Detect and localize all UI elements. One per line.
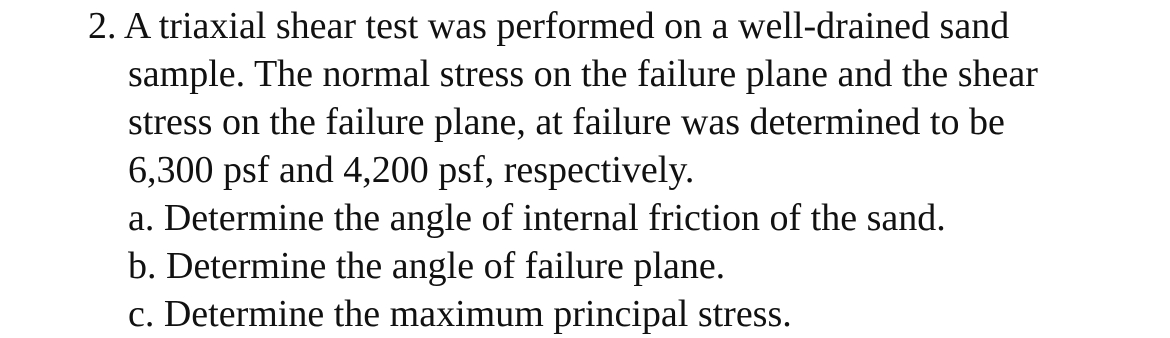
part-c: c. Determine the maximum principal stress. <box>128 293 792 335</box>
problem-line-1: 2. A triaxial shear test was performed on a well-drained sand <box>88 5 1010 47</box>
problem-line-3: stress on the failure plane, at failure was determined to be <box>128 101 1005 143</box>
problem-line-2: sample. The normal stress on the failure plane and the shear <box>128 53 1038 95</box>
problem-line-4: 6,300 psf and 4,200 psf, respectively. <box>128 149 695 191</box>
part-b: b. Determine the angle of failure plane. <box>128 245 726 287</box>
problem-statement <box>88 0 1148 338</box>
part-a: a. Determine the angle of internal friction of the sand. <box>128 197 946 239</box>
